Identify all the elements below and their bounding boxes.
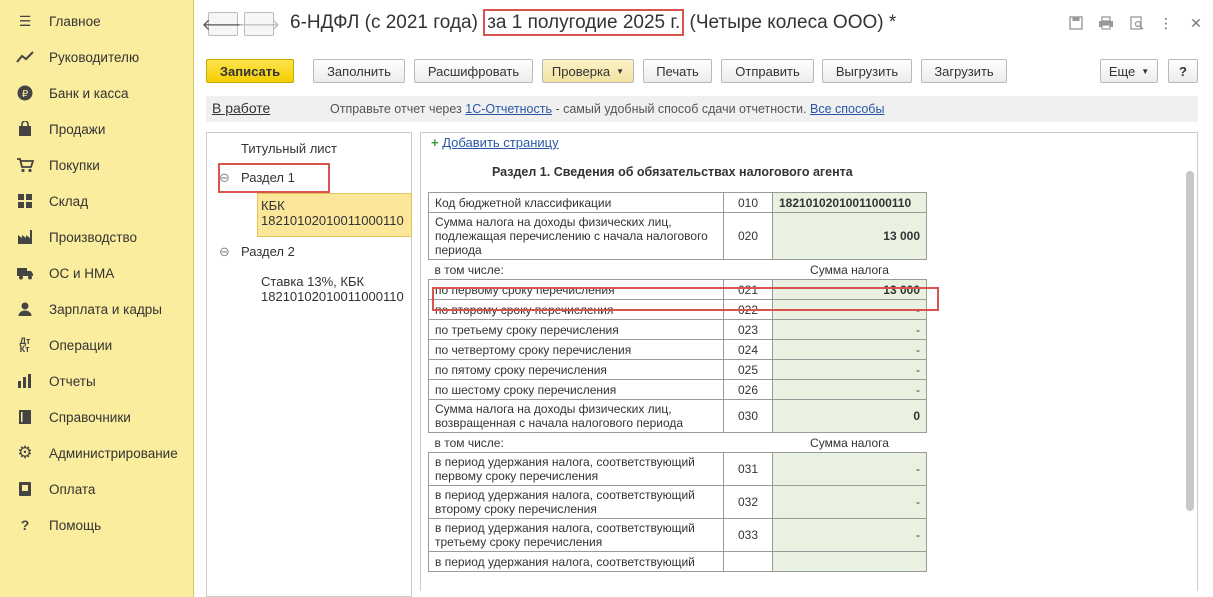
row-label: по третьему сроку перечисления <box>429 320 724 340</box>
warehouse-icon <box>16 192 34 210</box>
add-page-link[interactable] <box>431 135 559 150</box>
section-heading: Раздел 1. Сведения об обязательствах налогового агента <box>492 165 853 179</box>
value-cell[interactable]: - <box>773 380 927 400</box>
print-icon[interactable] <box>1098 15 1114 31</box>
status-text-part: Отправьте отчет через <box>330 102 466 116</box>
sidebar-item-help[interactable] <box>0 507 194 543</box>
factory-icon <box>16 228 34 246</box>
truck-icon <box>16 264 34 282</box>
row-label: в том числе: <box>429 260 724 280</box>
report-status-link[interactable]: В работе <box>212 100 271 116</box>
table-row <box>429 193 927 213</box>
tree-item-title-page[interactable]: Титульный лист <box>241 141 338 156</box>
table-row <box>429 519 927 552</box>
cart-icon <box>16 156 34 174</box>
sidebar-item-label: Отчеты <box>49 373 96 389</box>
row-label: по второму сроку перечисления <box>429 300 724 320</box>
link-all-methods[interactable]: Все способы <box>809 102 885 116</box>
link-1c-reporting[interactable]: 1С-Отчетность <box>465 102 552 116</box>
sidebar-item-production[interactable] <box>0 219 194 255</box>
row-label: Сумма налога на доходы физических лиц, подлежащая перечислению с начала налогового периода <box>429 213 724 260</box>
table-row <box>429 260 927 280</box>
save-button[interactable]: Записать <box>206 59 294 83</box>
status-text-part: - самый удобный способ сдачи отчетности. <box>551 102 810 116</box>
sidebar-item-main[interactable] <box>0 3 194 39</box>
payment-icon <box>16 480 34 498</box>
value-cell[interactable]: - <box>773 320 927 340</box>
arrow-right-icon: 🡒 <box>237 16 281 34</box>
row-label: в период удержания налога, соответствующий первому сроку перечисления <box>429 453 724 486</box>
send-button[interactable]: Отправить <box>721 59 814 83</box>
sidebar-item-label: Банк и касса <box>49 85 129 101</box>
table-row <box>429 433 927 453</box>
row-label: в период удержания налога, соответствующий третьему сроку перечисления <box>429 519 724 552</box>
sidebar-item-label: Администрирование <box>49 445 178 461</box>
title-organization: (Четыре колеса ООО) * <box>684 12 897 33</box>
collapse-icon[interactable]: ⊖ <box>219 244 230 259</box>
preview-icon[interactable] <box>1129 15 1145 31</box>
sidebar-item-label: ОС и НМА <box>49 265 115 281</box>
sidebar-item-label: Операции <box>49 337 113 353</box>
row-label: по шестому сроку перечисления <box>429 380 724 400</box>
value-cell[interactable]: 13 000 <box>773 213 927 260</box>
sidebar-item-operations[interactable] <box>0 327 194 363</box>
table-row <box>429 380 927 400</box>
value-cell[interactable]: - <box>773 300 927 320</box>
status-bar <box>206 96 1198 122</box>
vertical-scrollbar[interactable] <box>1185 151 1195 591</box>
title-form-name: 6-НДФЛ (с 2021 года) <box>290 12 484 33</box>
row-code: 022 <box>724 300 773 320</box>
table-row <box>429 300 927 320</box>
svg-text:₽: ₽ <box>21 89 29 100</box>
sidebar-item-references[interactable] <box>0 399 194 435</box>
column-caption: Сумма налога <box>773 260 927 280</box>
value-cell[interactable] <box>773 552 927 572</box>
row-code: 026 <box>724 380 773 400</box>
tree-item-section-2-rate[interactable] <box>261 274 404 304</box>
row-label: в период удержания налога, соответствующий второму сроку перечисления <box>429 486 724 519</box>
row-code <box>724 260 773 280</box>
collapse-icon[interactable]: ⊖ <box>219 170 230 185</box>
check-button-label: Проверка <box>551 63 611 79</box>
row-code: 031 <box>724 453 773 486</box>
more-button-label: Еще <box>1108 63 1136 79</box>
value-cell[interactable]: - <box>773 360 927 380</box>
value-cell[interactable]: 0 <box>773 400 927 433</box>
kbk-caption: КБК <box>261 198 285 213</box>
sidebar-item-label: Покупки <box>49 157 100 173</box>
row-label: Сумма налога на доходы физических лиц, возвращенная с начала налогового периода <box>429 400 724 433</box>
value-cell[interactable]: - <box>773 340 927 360</box>
table-row <box>429 453 927 486</box>
row-code <box>724 433 773 453</box>
table-row <box>429 320 927 340</box>
sidebar-item-label: Оплата <box>49 481 96 497</box>
row-label: по пятому сроку перечисления <box>429 360 724 380</box>
chevron-down-icon: ▼ <box>616 66 625 76</box>
sidebar-item-assets[interactable] <box>0 255 194 291</box>
sidebar-item-label: Зарплата и кадры <box>49 301 162 317</box>
kbk-value-cell[interactable]: 18210102010011000110 <box>773 193 927 213</box>
decode-button[interactable]: Расшифровать <box>414 59 533 83</box>
row-label: в том числе: <box>429 433 724 453</box>
sidebar-item-label: Справочники <box>49 409 131 425</box>
sidebar-item-payment[interactable] <box>0 471 194 507</box>
value-cell[interactable]: - <box>773 453 927 486</box>
table-row <box>429 213 927 260</box>
arrow-left-icon: 🡐 <box>201 16 245 34</box>
trend-icon <box>16 48 34 66</box>
chevron-down-icon: ▼ <box>1141 66 1150 76</box>
help-button[interactable]: ? <box>1168 59 1198 83</box>
close-icon[interactable]: ✕ <box>1190 14 1202 31</box>
status-message <box>330 102 884 116</box>
table-row <box>429 486 927 519</box>
bag-icon <box>16 120 34 138</box>
save-icon[interactable] <box>1068 15 1084 31</box>
row-code: 020 <box>724 213 773 260</box>
value-cell[interactable]: - <box>773 519 927 552</box>
sidebar-item-salary[interactable] <box>0 291 194 327</box>
row-code <box>724 552 773 572</box>
import-button[interactable]: Загрузить <box>921 59 1007 83</box>
gear-icon: ⚙ <box>17 443 33 462</box>
kbk-code: 18210102010011000110 <box>261 213 404 228</box>
row-label: в период удержания налога, соответствующий <box>429 552 724 572</box>
sidebar <box>0 0 194 597</box>
book-icon <box>16 408 34 426</box>
value-cell[interactable]: 13 000 <box>773 280 927 300</box>
check-button[interactable] <box>542 59 634 83</box>
row-code: 024 <box>724 340 773 360</box>
table-row <box>429 552 927 572</box>
row-code: 021 <box>724 280 773 300</box>
sidebar-item-bank[interactable] <box>0 75 194 111</box>
scroll-thumb[interactable] <box>1186 171 1194 511</box>
row-code: 030 <box>724 400 773 433</box>
panel-bottom-edge <box>420 591 1213 597</box>
kbk-code: 18210102010011000110 <box>261 289 404 304</box>
row-code: 033 <box>724 519 773 552</box>
page-title <box>290 12 896 34</box>
tree-item-section-2[interactable]: Раздел 2 <box>241 244 295 259</box>
table-row <box>429 400 927 433</box>
sidebar-item-label: Главное <box>49 13 101 29</box>
more-button[interactable] <box>1100 59 1158 83</box>
row-label: по четвертому сроку перечисления <box>429 340 724 360</box>
row-code: 032 <box>724 486 773 519</box>
sidebar-item-sales[interactable] <box>0 111 194 147</box>
row-label: Код бюджетной классификации <box>429 193 724 213</box>
sidebar-item-label: Производство <box>49 229 138 245</box>
question-icon: ? <box>20 517 30 533</box>
back-button[interactable] <box>201 12 245 36</box>
tree-item-section-1-kbk-label <box>261 198 404 228</box>
sidebar-item-label: Руководителю <box>49 49 140 65</box>
title-period: за 1 полугодие 2025 г. <box>483 9 684 36</box>
table-row <box>429 280 927 300</box>
row-label: по первому сроку перечисления <box>429 280 724 300</box>
menu-icon: ☰ <box>18 12 32 29</box>
row-code: 010 <box>724 193 773 213</box>
section-1-highlight <box>218 163 330 193</box>
sidebar-item-warehouse[interactable] <box>0 183 194 219</box>
column-caption: Сумма налога <box>773 433 927 453</box>
sidebar-item-manager[interactable] <box>0 39 194 75</box>
person-icon <box>16 300 34 318</box>
sidebar-item-reports[interactable] <box>0 363 194 399</box>
forward-button[interactable] <box>237 12 281 36</box>
plus-icon: + <box>431 135 439 150</box>
sidebar-item-admin[interactable] <box>0 435 194 471</box>
rate-caption: Ставка 13%, КБК <box>261 274 365 289</box>
tree-item-section-1[interactable]: Раздел 1 <box>241 170 295 185</box>
add-page-label: Добавить страницу <box>442 135 559 150</box>
more-icon[interactable]: ⋮ <box>1159 14 1173 31</box>
dt-kt-icon: Дт Кт <box>19 336 31 354</box>
sidebar-item-purchases[interactable] <box>0 147 194 183</box>
value-cell[interactable]: - <box>773 486 927 519</box>
ruble-icon <box>16 84 34 102</box>
sidebar-item-label: Склад <box>49 193 89 209</box>
table-row <box>429 360 927 380</box>
section-1-table <box>428 192 927 572</box>
print-button[interactable]: Печать <box>643 59 712 83</box>
chart-icon <box>16 372 34 390</box>
row-code: 025 <box>724 360 773 380</box>
row-code: 023 <box>724 320 773 340</box>
table-row <box>429 340 927 360</box>
sidebar-item-label: Помощь <box>49 517 102 533</box>
fill-button[interactable]: Заполнить <box>313 59 405 83</box>
export-button[interactable]: Выгрузить <box>822 59 912 83</box>
sidebar-item-label: Продажи <box>49 121 106 137</box>
